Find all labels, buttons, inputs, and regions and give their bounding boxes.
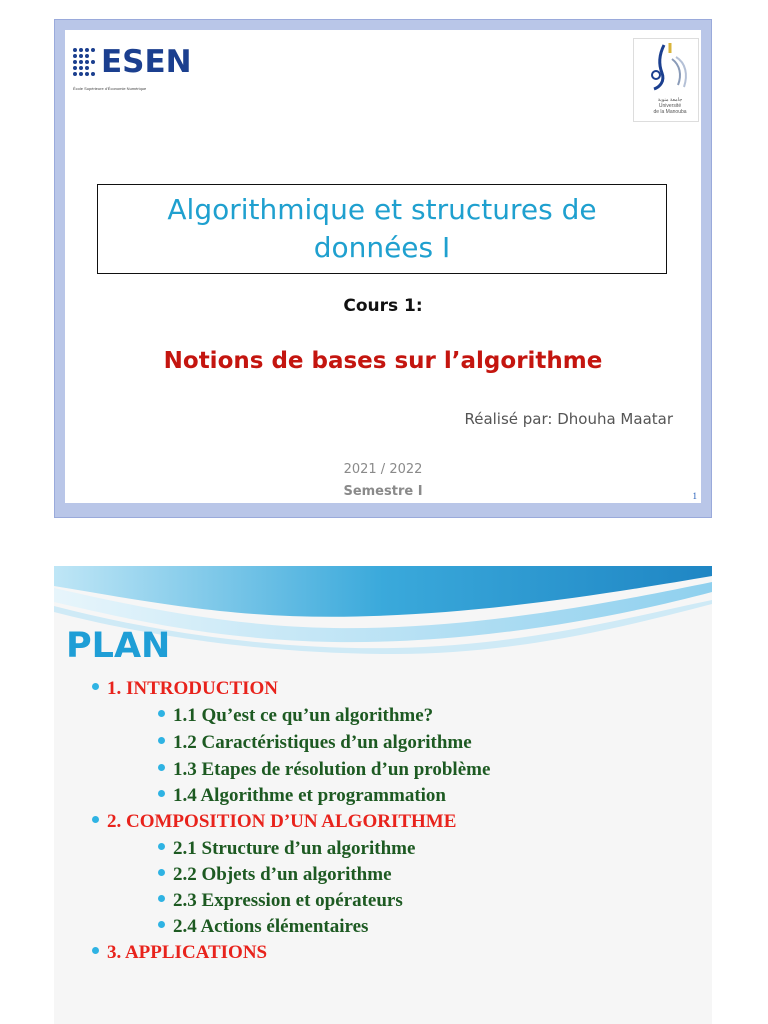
plan-item [92, 942, 267, 964]
plan-item [158, 890, 403, 912]
bullet-icon [158, 869, 165, 876]
plan-slide [54, 566, 712, 1024]
lesson-subtitle: Notions de bases sur l’algorithme [163, 348, 603, 374]
title-box [97, 184, 667, 274]
plan-item-text: 1.2 Caractéristiques d’un algorithme [173, 732, 472, 753]
esen-emblem-icon [71, 44, 101, 82]
university-logo-text [650, 97, 690, 115]
plan-item-text: 2.2 Objets d’un algorithme [173, 864, 392, 885]
bullet-icon [158, 764, 165, 771]
title-slide-content [65, 30, 701, 503]
esen-logo-text: ESEN [101, 44, 192, 80]
university-logo-line: جامعة منوبة [657, 97, 683, 103]
plan-item-text: 2. COMPOSITION D’UN ALGORITHME [107, 811, 457, 832]
course-label: Cours 1: [343, 296, 423, 316]
plan-item-text: 3. APPLICATIONS [107, 942, 268, 963]
plan-item [158, 705, 433, 727]
bullet-icon [158, 790, 165, 797]
plan-item [158, 864, 392, 886]
author-credit: Réalisé par: Dhouha Maatar [464, 410, 673, 428]
page-number: 1 [692, 491, 697, 501]
plan-item [158, 732, 472, 754]
bullet-icon [158, 737, 165, 744]
bullet-icon [158, 895, 165, 902]
slide-title: Algorithmique et structures de données I [167, 193, 597, 264]
plan-item-text: 1.1 Qu’est ce qu’un algorithme? [173, 705, 434, 726]
bullet-icon [92, 683, 99, 690]
plan-item-text: 2.3 Expression et opérateurs [173, 890, 403, 911]
plan-item-text: 2.1 Structure d’un algorithme [173, 838, 416, 859]
plan-item [158, 759, 490, 781]
bullet-icon [92, 816, 99, 823]
plan-item [158, 838, 415, 860]
plan-item-text: 1.3 Etapes de résolution d’un problème [173, 759, 491, 780]
title-slide [54, 19, 712, 518]
plan-item [92, 678, 278, 700]
university-emblem-icon [634, 39, 698, 99]
plan-title: PLAN [66, 626, 171, 666]
esen-logo-tagline: École Supérieure d'Économie Numérique [73, 86, 147, 91]
semester-label: Semestre I [343, 484, 423, 499]
bullet-icon [158, 710, 165, 717]
plan-item-text: 2.4 Actions élémentaires [173, 916, 369, 937]
plan-item-text: 1.4 Algorithme et programmation [173, 785, 446, 806]
esen-logo [71, 44, 192, 104]
university-logo [633, 38, 699, 122]
bullet-icon [92, 947, 99, 954]
plan-item-text: 1. INTRODUCTION [107, 678, 279, 699]
plan-item [158, 916, 368, 938]
bullet-icon [158, 921, 165, 928]
university-logo-line: de la Manouba [653, 109, 687, 115]
plan-item [158, 785, 446, 807]
university-logo-line: Université [658, 103, 682, 109]
academic-year: 2021 / 2022 [343, 462, 423, 477]
bullet-icon [158, 843, 165, 850]
plan-item [92, 811, 456, 833]
